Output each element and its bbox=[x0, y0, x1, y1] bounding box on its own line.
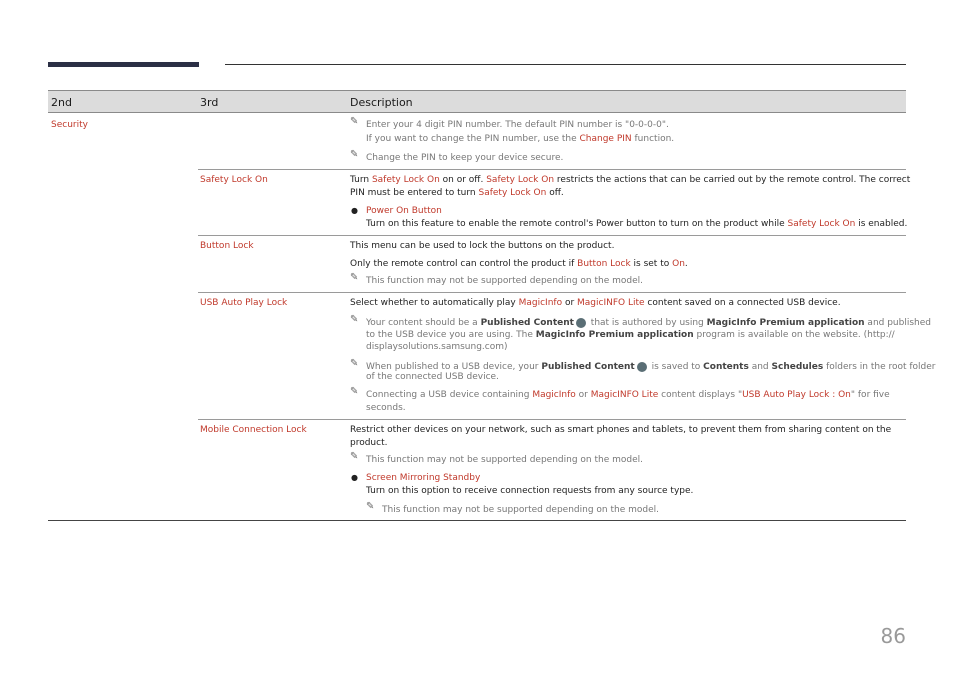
row-divider bbox=[198, 235, 906, 236]
safety-lock-label: Safety Lock On bbox=[200, 175, 268, 185]
screen-mirroring-standby-label: Screen Mirroring Standby bbox=[366, 473, 481, 483]
table-bottom-rule bbox=[48, 520, 906, 521]
header-rule bbox=[225, 64, 906, 65]
safety-desc-2: PIN must be entered to turn Safety Lock On off. bbox=[350, 188, 564, 198]
note-pen-icon: ✎ bbox=[350, 386, 359, 397]
col-description: Description bbox=[350, 96, 413, 109]
security-note-2: Change the PIN to keep your device secure. bbox=[366, 153, 564, 163]
power-on-button-label: Power On Button bbox=[366, 206, 442, 216]
security-note-1b: If you want to change the PIN number, use the Change PIN function. bbox=[366, 134, 675, 144]
note-pen-icon: ✎ bbox=[350, 358, 359, 369]
usb-desc-1: Select whether to automatically play MagicInfo or MagicINFO Lite content saved on a connected USB device. bbox=[350, 298, 841, 308]
note-pen-icon: ✎ bbox=[350, 116, 359, 127]
power-on-button-desc: Turn on this feature to enable the remote control's Power button to turn on the product while Safety Lock On is enabled. bbox=[366, 219, 908, 229]
usb-note-1b: to the USB device you are using. The MagicInfo Premium application program is available on the website. (http:// bbox=[366, 330, 895, 340]
note-pen-icon: ✎ bbox=[350, 149, 359, 160]
mobile-note-1: This function may not be supported depending on the model. bbox=[366, 455, 644, 465]
safety-desc-1: Turn Safety Lock On on or off. Safety Lock On restricts the actions that can be carried out by the remote control. The correct bbox=[350, 175, 911, 185]
usb-note-3a: Connecting a USB device containing MagicInfo or MagicINFO Lite content displays "USB Auto Play Lock : On" for five bbox=[366, 390, 890, 400]
note-pen-icon: ✎ bbox=[350, 272, 359, 283]
button-lock-note: This function may not be supported depending on the model. bbox=[366, 276, 644, 286]
mobile-connection-lock-label: Mobile Connection Lock bbox=[200, 425, 307, 435]
bullet-icon: ● bbox=[351, 473, 358, 482]
button-lock-label: Button Lock bbox=[200, 241, 254, 251]
published-content-icon bbox=[576, 318, 586, 328]
usb-note-3b: seconds. bbox=[366, 403, 406, 413]
note-pen-icon: ✎ bbox=[350, 314, 359, 325]
usb-note-2a: When published to a USB device, your Published Content is saved to Contents and Schedules folders in the root folder bbox=[366, 362, 936, 372]
button-lock-desc-1: This menu can be used to lock the buttons on the product. bbox=[350, 241, 615, 251]
col-3rd: 3rd bbox=[200, 96, 219, 109]
usb-note-1a: Your content should be a Published Content that is authored by using MagicInfo Premium application and published bbox=[366, 318, 931, 328]
mobile-note-2: This function may not be supported depending on the model. bbox=[382, 505, 660, 515]
row-divider bbox=[198, 419, 906, 420]
mobile-desc-1: Restrict other devices on your network, such as smart phones and tablets, to prevent them from sharing content on the bbox=[350, 425, 892, 435]
note-pen-icon: ✎ bbox=[366, 501, 375, 512]
usb-auto-play-lock-label: USB Auto Play Lock bbox=[200, 298, 288, 308]
row-divider bbox=[198, 292, 906, 293]
page-number: 86 bbox=[880, 624, 906, 648]
row-divider bbox=[198, 169, 906, 170]
mobile-desc-2: product. bbox=[350, 438, 388, 448]
table-header bbox=[48, 90, 906, 113]
usb-note-1c: displaysolutions.samsung.com) bbox=[366, 342, 508, 352]
header-accent-bar bbox=[48, 62, 199, 67]
bullet-icon: ● bbox=[351, 206, 358, 215]
note-pen-icon: ✎ bbox=[350, 451, 359, 462]
published-content-icon bbox=[637, 362, 647, 372]
screen-mirroring-desc: Turn on this option to receive connection requests from any source type. bbox=[366, 486, 694, 496]
security-label: Security bbox=[51, 120, 88, 130]
button-lock-desc-2: Only the remote control can control the product if Button Lock is set to On. bbox=[350, 259, 688, 269]
usb-note-2b: of the connected USB device. bbox=[366, 372, 499, 382]
security-note-1: Enter your 4 digit PIN number. The default PIN number is "0-0-0-0". bbox=[366, 120, 669, 130]
col-2nd: 2nd bbox=[51, 96, 72, 109]
